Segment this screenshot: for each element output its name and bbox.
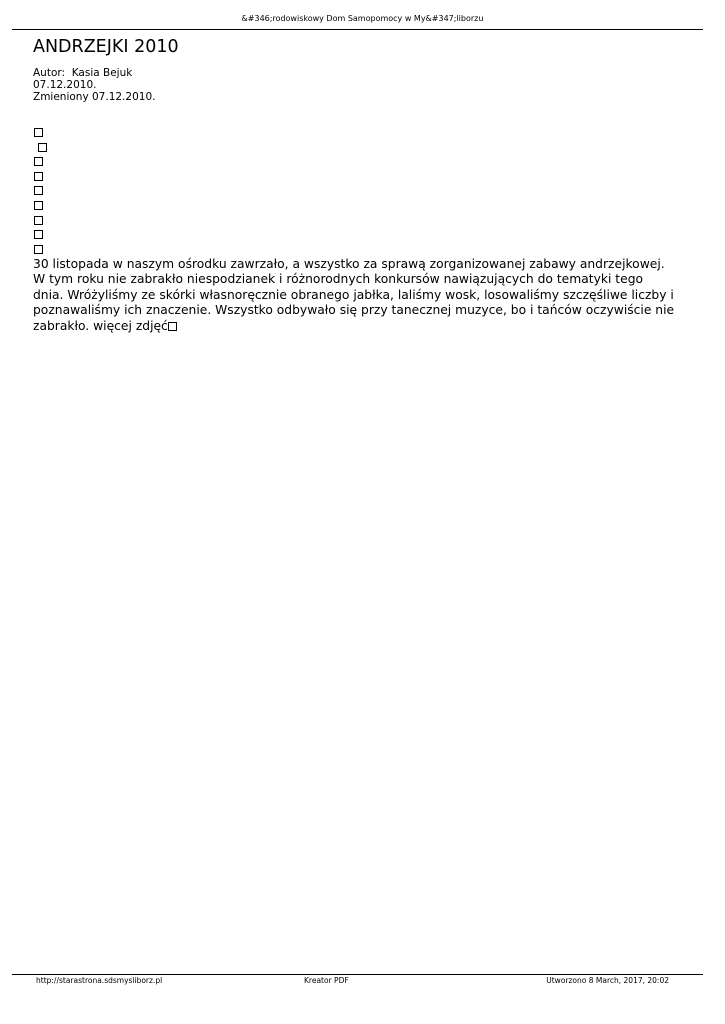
glyph-row [34, 228, 47, 243]
article-body [33, 257, 683, 334]
more-photos-text: zabrakło. więcej zdjęć [33, 318, 168, 333]
glyph-row [34, 141, 47, 156]
footer-created-at: Utworzono 8 March, 2017, 20:02 [546, 976, 669, 985]
missing-glyph-icon [34, 157, 43, 166]
missing-glyph-icon [38, 143, 47, 152]
missing-glyph-icon [34, 245, 43, 254]
glyph-row [34, 184, 47, 199]
page-footer [0, 976, 725, 986]
body-line: dnia. Wróżyliśmy ze skórki własnoręcznie obranego jabłka, laliśmy wosk, losowaliśmy szczęśliwe liczby i [33, 287, 674, 302]
glyph-row [34, 126, 47, 141]
missing-glyph-icon [34, 230, 43, 239]
header-divider [12, 29, 703, 30]
article-title: ANDRZEJKI 2010 [33, 37, 179, 57]
body-line: W tym roku nie zabrakło niespodzianek i różnorodnych konkursów nawiązujących do tematyki tego [33, 272, 644, 287]
missing-glyph-icon [34, 128, 43, 137]
page-header [0, 14, 725, 24]
glyph-row [34, 170, 47, 185]
created-date: 07.12.2010. [33, 79, 97, 91]
author-line: Autor: Kasia Bejuk [33, 67, 133, 79]
footer-divider [12, 974, 703, 975]
article-meta [33, 67, 155, 103]
missing-glyph-icon [34, 201, 43, 210]
missing-glyph-list [34, 126, 47, 257]
body-line: poznawaliśmy ich znaczenie. Wszystko odbywało się przy tanecznej muzyce, bo i tańców oczywiście nie [33, 303, 675, 318]
missing-glyph-icon [34, 186, 43, 195]
glyph-row [34, 214, 47, 229]
missing-glyph-icon [34, 172, 43, 181]
missing-glyph-icon [34, 216, 43, 225]
body-line: 30 listopada w naszym ośrodku zawrzało, a wszystko za sprawą zorganizowanej zabawy andrzejkowej. [33, 257, 665, 271]
missing-glyph-icon [168, 322, 177, 331]
footer-url: http://starastrona.sdsmysliborz.pl [36, 976, 163, 985]
glyph-row [34, 199, 47, 214]
glyph-row [34, 243, 47, 258]
modified-date: Zmieniony 07.12.2010. [33, 91, 156, 103]
site-title: &#346;rodowiskowy Dom Samopomocy w My&#347;liborzu [241, 14, 484, 23]
body-line-last [33, 319, 683, 334]
footer-generator: Kreator PDF [304, 976, 349, 985]
glyph-row [34, 155, 47, 170]
